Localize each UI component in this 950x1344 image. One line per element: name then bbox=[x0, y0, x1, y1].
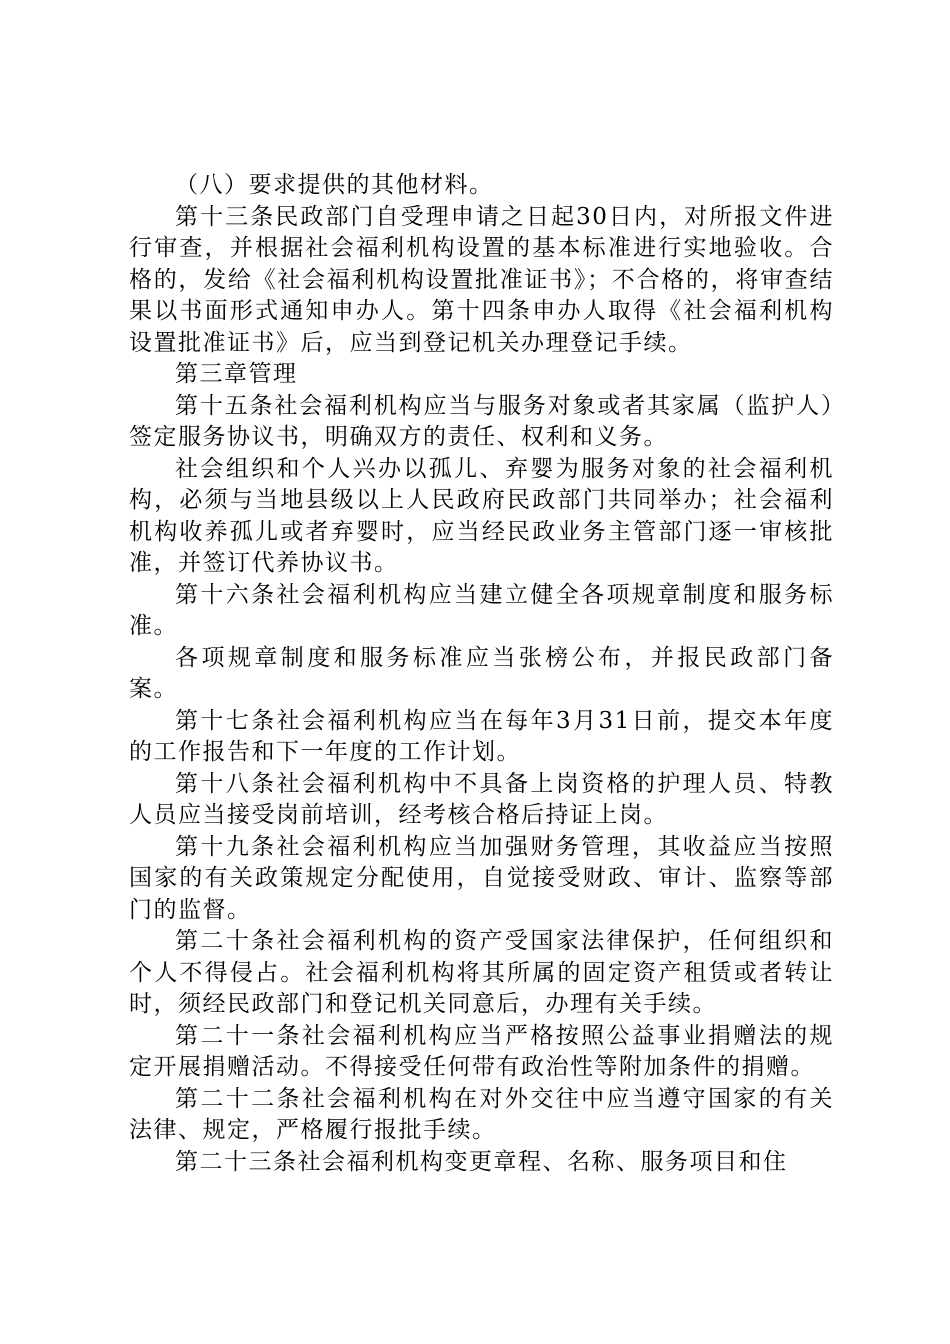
paragraph-item-8-other-materials: （八）要求提供的其他材料。 bbox=[175, 172, 494, 198]
paragraph-article-13-14: 第十三条民政部门自受理申请之日起30日内，对所报文件进行审查，并根据社会福利机构设置的基本标准进行实地验收。合格的，发给《社会福利机构设置批准证书》；不合格的，将审查结果以书面形式通知申办人。第十四条申办人取得《社会福利机构设置批准证书》后，应当到登记机关办理登记手续。 bbox=[129, 203, 834, 356]
paragraph-article-23: 第二十三条社会福利机构变更章程、名称、服务项目和住 bbox=[175, 1148, 788, 1175]
paragraph-article-21: 第二十一条社会福利机构应当严格按照公益事业捐赠法的规定开展捐赠活动。不得接受任何带有政治性等附加条件的捐赠。 bbox=[129, 1022, 834, 1080]
document-body bbox=[129, 170, 834, 1178]
chapter-3-heading: 第三章管理 bbox=[175, 361, 298, 387]
paragraph-orphan-institutions: 社会组织和个人兴办以孤儿、弃婴为服务对象的社会福利机构，必须与当地县级以上人民政府民政部门共同举办；社会福利机构收养孤儿或者弃婴时，应当经民政业务主管部门逐一审核批准，并签订代养协议书。 bbox=[129, 455, 834, 576]
paragraph-article-22: 第二十二条社会福利机构在对外交往中应当遵守国家的有关法律、规定，严格履行报批手续。 bbox=[129, 1085, 834, 1143]
paragraph-article-18: 第十八条社会福利机构中不具备上岗资格的护理人员、特教人员应当接受岗前培训，经考核合格后持证上岗。 bbox=[129, 770, 834, 828]
paragraph-article-19: 第十九条社会福利机构应当加强财务管理，其收益应当按照国家的有关政策规定分配使用，自觉接受财政、审计、监察等部门的监督。 bbox=[129, 833, 834, 923]
paragraph-article-17: 第十七条社会福利机构应当在每年3月31日前，提交本年度的工作报告和下一年度的工作计划。 bbox=[129, 707, 834, 765]
paragraph-rules-publication: 各项规章制度和服务标准应当张榜公布，并报民政部门备案。 bbox=[129, 644, 834, 702]
paragraph-article-20: 第二十条社会福利机构的资产受国家法律保护，任何组织和个人不得侵占。社会福利机构将其所属的固定资产租赁或者转让时，须经民政部门和登记机关同意后，办理有关手续。 bbox=[129, 928, 834, 1017]
paragraph-article-16: 第十六条社会福利机构应当建立健全各项规章制度和服务标准。 bbox=[129, 581, 834, 639]
paragraph-article-15: 第十五条社会福利机构应当与服务对象或者其家属（监护人）签定服务协议书，明确双方的责任、权利和义务。 bbox=[129, 392, 834, 450]
